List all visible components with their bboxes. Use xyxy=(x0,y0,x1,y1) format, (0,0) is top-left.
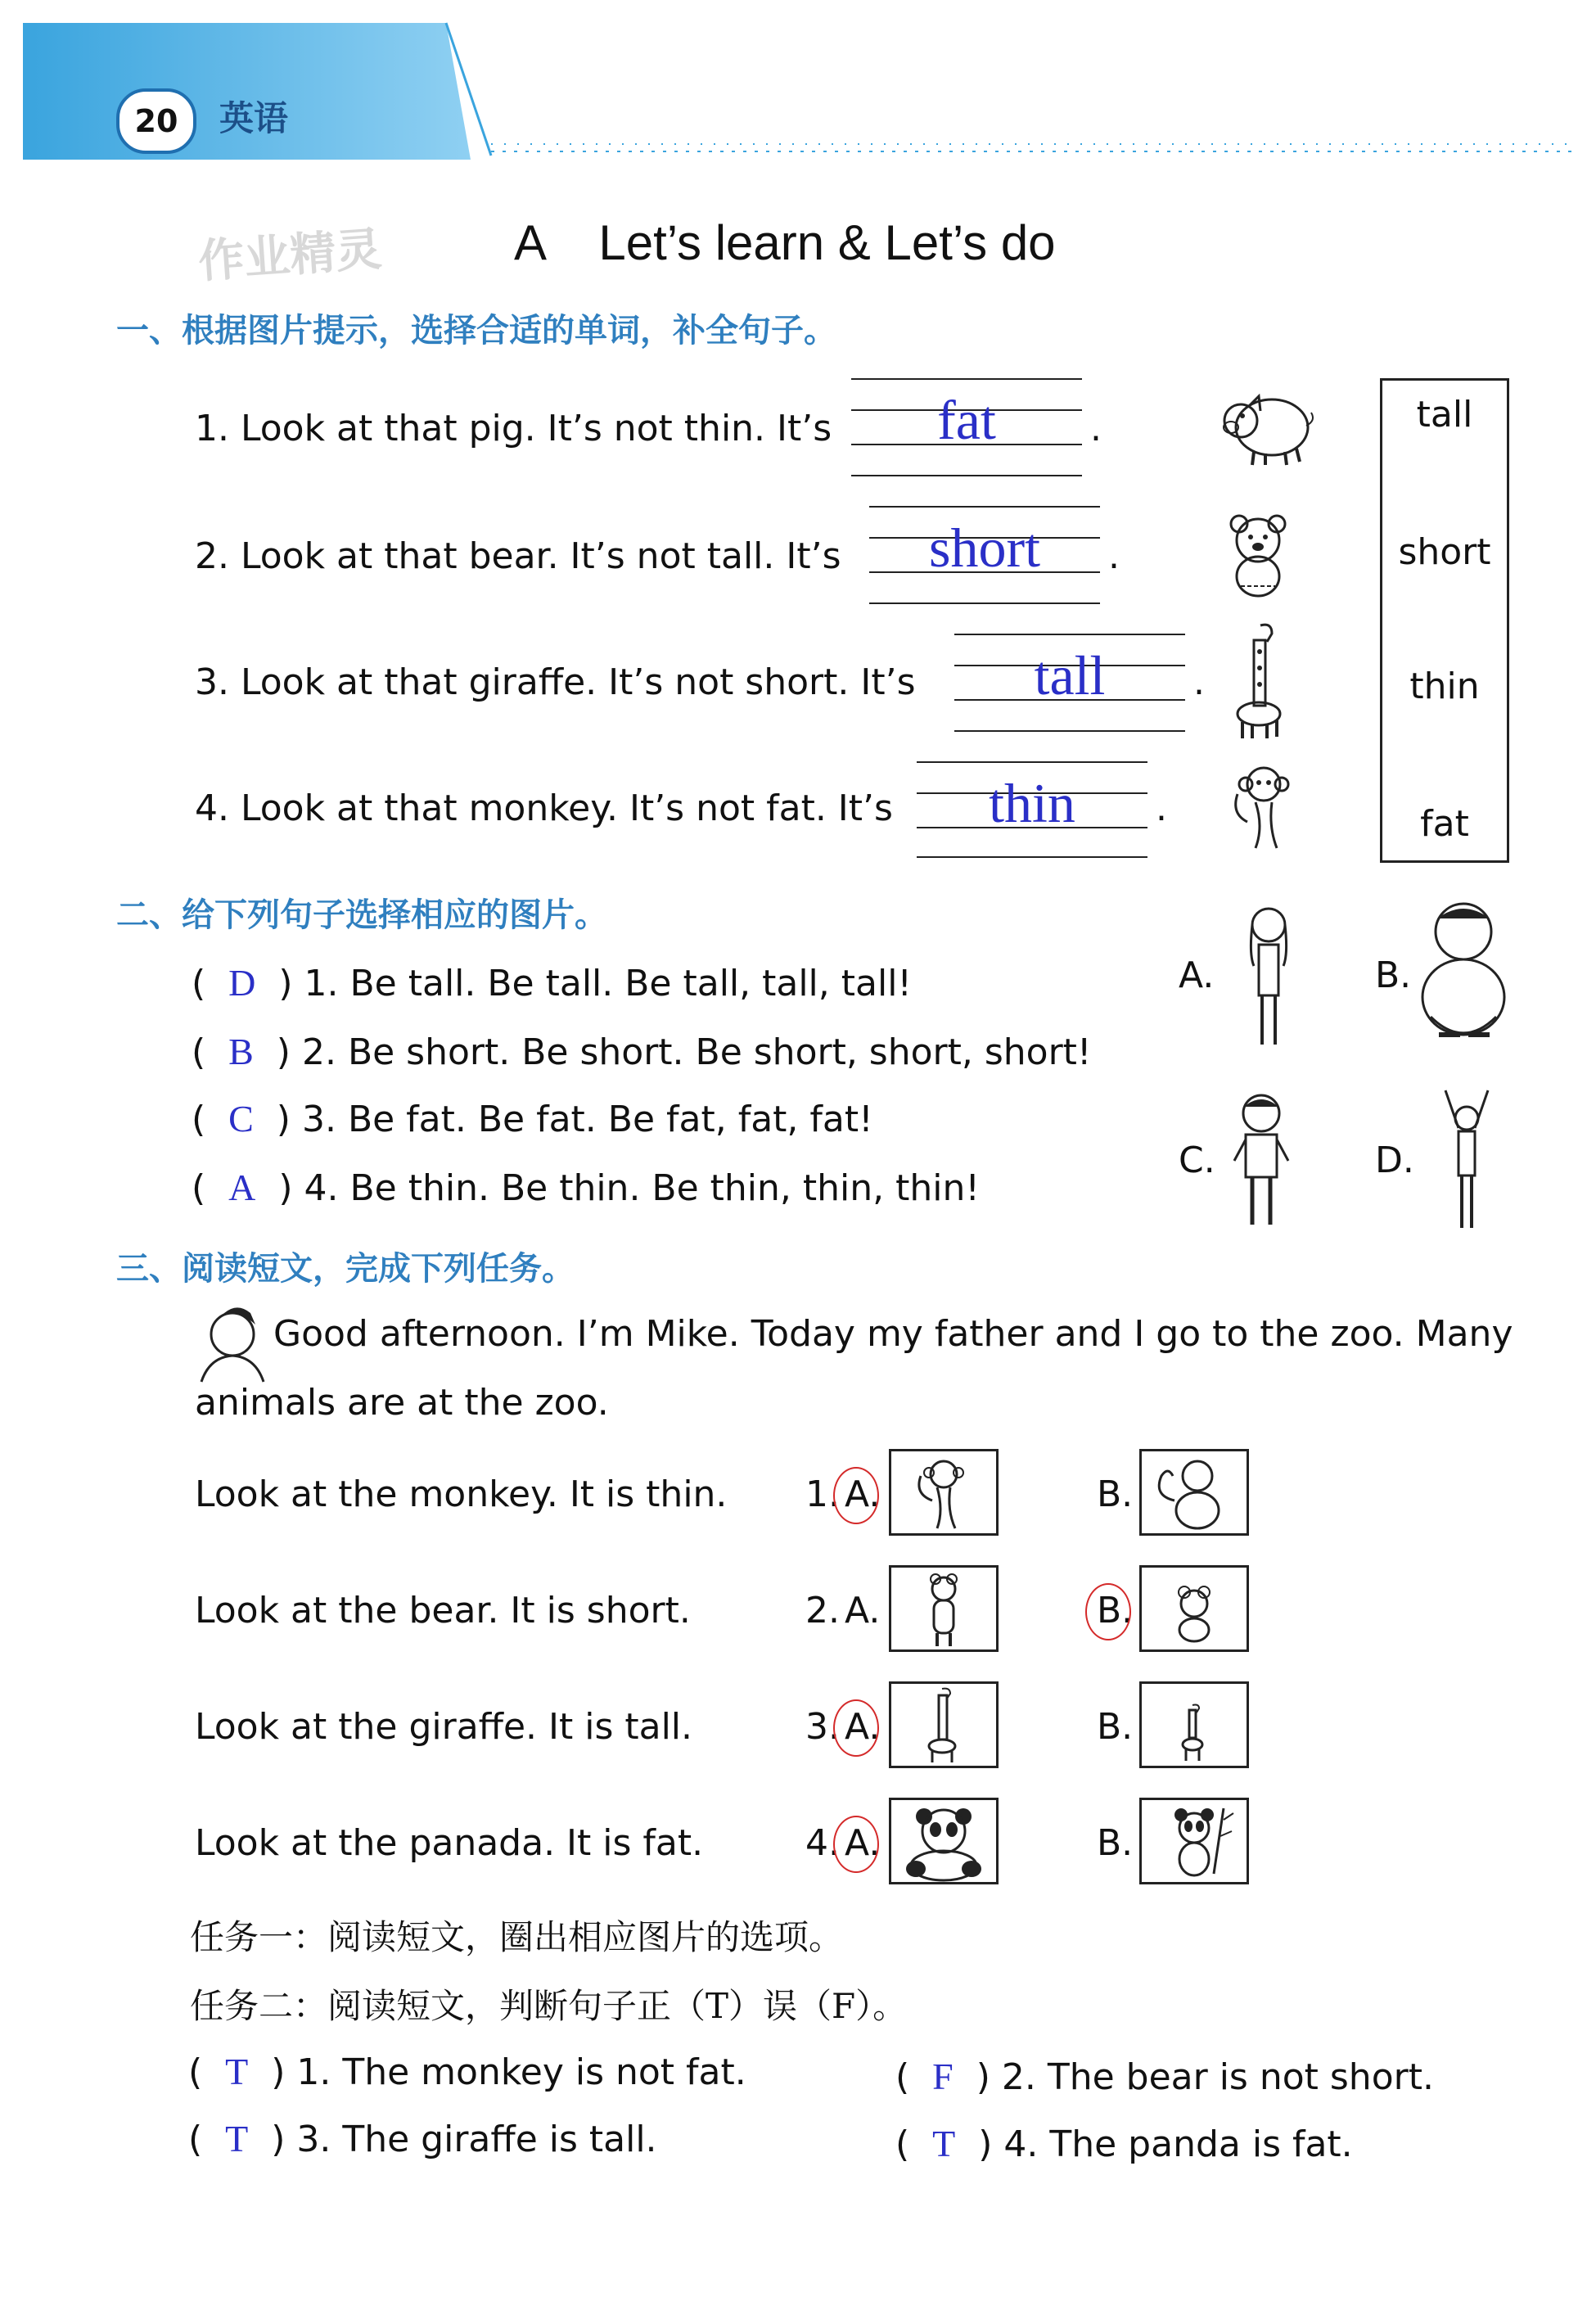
task-1: 任务一：阅读短文，圈出相应图片的选项。 xyxy=(190,1917,844,1957)
answer-blank xyxy=(869,506,1100,604)
answer-blank xyxy=(851,378,1082,476)
answer-letter: C xyxy=(228,1098,254,1139)
tf-item-2: ( F ) 2. The bear is not short. xyxy=(895,2056,1434,2098)
page-header xyxy=(0,0,1596,164)
option-a-picture xyxy=(889,1565,999,1652)
fat-boy-icon xyxy=(1414,894,1513,1058)
tf-item-3: ( T ) 3. The giraffe is tall. xyxy=(188,2118,657,2160)
option-b-picture xyxy=(1139,1798,1249,1884)
s3-row-2-text: Look at the bear. It is short. xyxy=(195,1590,691,1631)
item-text: Look at that pig. It’s not thin. It’s xyxy=(240,408,832,449)
item-number: 1. xyxy=(296,2051,331,2093)
answer-fat: fat xyxy=(937,389,996,451)
item-text: Look at that giraffe. It’s not short. It’s xyxy=(240,661,916,703)
period: . xyxy=(1156,787,1167,829)
item-number: 3. xyxy=(195,661,229,703)
watermark: 作业精灵 xyxy=(196,223,384,289)
word-short: short xyxy=(1398,531,1491,573)
tall-giraffe-icon xyxy=(891,1684,996,1766)
page-number-badge xyxy=(116,88,196,154)
answer-circle xyxy=(833,1467,879,1524)
answer-letter: D xyxy=(228,962,256,1004)
mike-avatar-icon xyxy=(196,1305,270,1383)
item-number: 3. xyxy=(296,2119,331,2160)
answer-thin: thin xyxy=(989,772,1075,834)
short-giraffe-icon xyxy=(1142,1684,1247,1766)
tf-item-1: ( T ) 1. The monkey is not fat. xyxy=(188,2051,746,2093)
item-text: The monkey is not fat. xyxy=(342,2051,746,2093)
subject-label: 英语 xyxy=(219,98,289,138)
section1-heading: 一、根据图片提示，选择合适的单词，补全句子。 xyxy=(116,312,836,350)
tf-answer: T xyxy=(932,2123,956,2164)
word-fat: fat xyxy=(1420,803,1469,845)
item-text: Look at that bear. It’s not tall. It’s xyxy=(240,535,841,577)
item-number: 2. xyxy=(805,1590,840,1631)
item-number: 3. xyxy=(301,1099,336,1140)
option-a-picture xyxy=(889,1449,999,1536)
s2-item-2: ( B ) 2. Be short. Be short. Be short, short, short! xyxy=(192,1031,1092,1073)
option-b-picture xyxy=(1139,1449,1249,1536)
passage-line-2: animals are at the zoo. xyxy=(195,1382,609,1424)
s1-item-1 xyxy=(195,408,832,449)
passage-line-1: Good afternoon. I’m Mike. Today my father and I go to the zoo. Many xyxy=(273,1313,1513,1355)
answer-blank xyxy=(954,634,1185,732)
section3-heading: 三、阅读短文，完成下列任务。 xyxy=(116,1250,575,1288)
tf-item-4: ( T ) 4. The panda is fat. xyxy=(895,2123,1353,2165)
word-box xyxy=(1380,378,1509,863)
item-number: 4. xyxy=(805,1822,840,1864)
s3-row-1-text: Look at the monkey. It is thin. xyxy=(195,1473,728,1515)
answer-blank xyxy=(917,761,1147,858)
period: . xyxy=(1193,661,1205,703)
monkey-icon xyxy=(1223,765,1301,856)
item-text: Be fat. Be fat. Be fat, fat, fat! xyxy=(347,1099,873,1140)
page-title: A Let’s learn & Let’s do xyxy=(514,215,1056,270)
item-number: 4. xyxy=(304,1167,339,1209)
pig-icon xyxy=(1216,385,1318,470)
s1-item-4 xyxy=(195,787,893,829)
option-a: A. xyxy=(845,1706,881,1748)
item-text: Look at that monkey. It’s not fat. It’s xyxy=(240,787,893,829)
task-2: 任务二：阅读短文，判断句子正（T）误（F）。 xyxy=(190,1986,908,2026)
option-b: B. xyxy=(1097,1822,1134,1864)
tf-answer: T xyxy=(225,2051,249,2092)
tf-answer: F xyxy=(932,2056,954,2097)
item-text: The bear is not short. xyxy=(1047,2056,1434,2098)
answer-circle xyxy=(1085,1583,1134,1640)
word-thin: thin xyxy=(1409,666,1480,707)
item-number: 3. xyxy=(805,1706,840,1748)
item-number: 4. xyxy=(1003,2123,1039,2165)
answer-circle xyxy=(833,1699,879,1757)
bear-icon xyxy=(1223,511,1296,601)
item-number: 1. xyxy=(304,963,339,1004)
s2-item-1: ( D ) 1. Be tall. Be tall. Be tall, tall, tall! xyxy=(192,962,913,1004)
s1-item-2 xyxy=(195,535,841,577)
item-number: 4. xyxy=(195,787,229,829)
item-text: Be short. Be short. Be short, short, short! xyxy=(347,1031,1092,1073)
item-number: 2. xyxy=(195,535,229,577)
s1-item-3 xyxy=(195,661,916,703)
period: . xyxy=(1108,535,1120,577)
fat-monkey-icon xyxy=(1142,1451,1247,1533)
picture-label-a: A. xyxy=(1179,954,1215,996)
picture-label-b: B. xyxy=(1375,954,1412,996)
thin-panda-icon xyxy=(1142,1800,1247,1882)
thin-girl-icon xyxy=(1236,900,1301,1053)
item-text: The panda is fat. xyxy=(1049,2123,1353,2165)
word-tall: tall xyxy=(1416,394,1473,435)
option-b-picture xyxy=(1139,1681,1249,1768)
s2-item-3: ( C ) 3. Be fat. Be fat. Be fat, fat, fat! xyxy=(192,1098,873,1140)
answer-tall: tall xyxy=(1034,644,1106,706)
answer-letter: A xyxy=(228,1167,256,1208)
picture-label-d: D. xyxy=(1375,1139,1414,1181)
s2-item-4: ( A ) 4. Be thin. Be thin. Be thin, thin, thin! xyxy=(192,1167,980,1209)
short-boy-icon xyxy=(1224,1089,1298,1233)
option-b: B. xyxy=(1097,1590,1134,1631)
tall-boy-icon xyxy=(1437,1089,1496,1233)
page-number: 20 xyxy=(134,103,178,139)
option-a: A. xyxy=(845,1822,881,1864)
item-text: Be thin. Be thin. Be thin, thin, thin! xyxy=(349,1167,980,1209)
option-a: A. xyxy=(845,1473,881,1515)
section2-heading: 二、给下列句子选择相应的图片。 xyxy=(116,896,607,934)
s3-row-4-text: Look at the panada. It is fat. xyxy=(195,1822,704,1864)
option-b: B. xyxy=(1097,1473,1134,1515)
s3-row-3-text: Look at the giraffe. It is tall. xyxy=(195,1706,693,1748)
answer-short: short xyxy=(929,517,1040,579)
answer-circle xyxy=(833,1816,879,1873)
item-text: Be tall. Be tall. Be tall, tall, tall! xyxy=(349,963,913,1004)
option-b-picture xyxy=(1139,1565,1249,1652)
answer-letter: B xyxy=(228,1031,254,1072)
option-a-picture xyxy=(889,1798,999,1884)
item-number: 2. xyxy=(301,1031,336,1073)
item-number: 1. xyxy=(805,1473,840,1515)
item-number: 2. xyxy=(1001,2056,1036,2098)
fat-panda-icon xyxy=(891,1800,996,1882)
giraffe-icon xyxy=(1228,619,1293,742)
item-text: The giraffe is tall. xyxy=(342,2119,657,2160)
option-a-picture xyxy=(889,1681,999,1768)
tall-bear-icon xyxy=(891,1568,996,1649)
option-a: A. xyxy=(845,1590,881,1631)
tf-answer: T xyxy=(225,2118,249,2159)
picture-label-c: C. xyxy=(1179,1139,1215,1181)
short-bear-icon xyxy=(1142,1568,1247,1649)
item-number: 1. xyxy=(195,408,229,449)
option-b: B. xyxy=(1097,1706,1134,1748)
thin-monkey-icon xyxy=(891,1451,996,1533)
period: . xyxy=(1090,408,1102,449)
